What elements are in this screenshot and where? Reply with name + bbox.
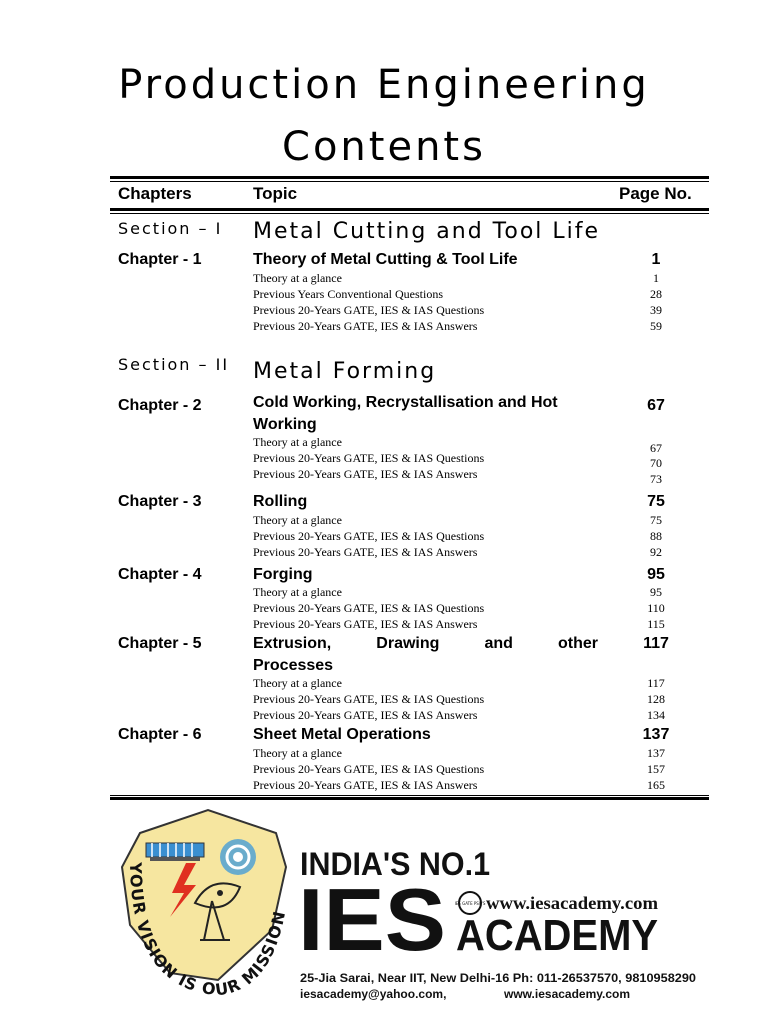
contents-item-page: 110	[647, 601, 665, 615]
header-top-rule-thin	[110, 181, 709, 182]
logo-website-2: www.iesacademy.com	[504, 987, 631, 1001]
chapter-title: Sheet Metal Operations	[253, 726, 431, 743]
contents-item-page: 28	[650, 287, 662, 301]
contents-item-page: 137	[647, 746, 665, 760]
contents-item-page: 134	[647, 708, 665, 722]
contents-item: Theory at a glance	[253, 676, 342, 690]
logo-name-second: ACADEMY	[456, 911, 658, 960]
ies-academy-logo	[100, 805, 720, 1015]
chapter-title-cont: Working	[253, 416, 317, 433]
contents-item-page: 59	[650, 319, 662, 333]
contents-item: Previous 20-Years GATE, IES & IAS Answers	[253, 617, 478, 631]
document-subtitle: Contents	[282, 124, 486, 170]
chapter-title: Extrusion, Drawing and other	[253, 635, 598, 652]
header-page-no: Page No.	[619, 184, 692, 203]
document-title: Production Engineering	[118, 62, 650, 108]
contents-item-page: 88	[650, 529, 662, 543]
chapter-page: 75	[647, 493, 665, 510]
contents-item: Theory at a glance	[253, 746, 342, 760]
chapter-label: Chapter - 5	[118, 635, 202, 652]
contents-item: Theory at a glance	[253, 513, 342, 527]
chapter-title: Theory of Metal Cutting & Tool Life	[253, 251, 518, 268]
chapter-label: Chapter - 6	[118, 726, 202, 743]
logo-name-large: IES	[298, 870, 446, 969]
contents-item: Previous 20-Years GATE, IES & IAS Answers	[253, 467, 478, 481]
contents-item: Previous 20-Years GATE, IES & IAS Answers	[253, 545, 478, 559]
contents-item: Theory at a glance	[253, 271, 342, 285]
contents-item-page: 128	[647, 692, 665, 706]
contents-item: Theory at a glance	[253, 585, 342, 599]
contents-item-page: 95	[650, 585, 662, 599]
contents-item: Theory at a glance	[253, 435, 342, 449]
contents-item-page: 39	[650, 303, 662, 317]
contents-item: Previous 20-Years GATE, IES & IAS Questions	[253, 529, 485, 543]
contents-item-page: 165	[647, 778, 665, 792]
header-topic: Topic	[253, 184, 298, 203]
contents-item: Previous 20-Years GATE, IES & IAS Questions	[253, 762, 485, 776]
chapter-page: 67	[647, 397, 665, 414]
chapter-label: Chapter - 4	[118, 566, 202, 583]
chapter-page: 95	[647, 566, 665, 583]
contents-item-page: 70	[650, 456, 662, 470]
contents-item: Previous 20-Years GATE, IES & IAS Questions	[253, 451, 485, 465]
chapter-title: Forging	[253, 566, 313, 583]
chapter-page: 137	[642, 726, 670, 743]
emblem-text: YOUR VISION IS OUR MISSION	[125, 862, 290, 1000]
chapter-label: Chapter - 2	[118, 397, 202, 414]
chapter-page: 1	[651, 251, 661, 268]
chapter-title-cont: Processes	[253, 657, 334, 674]
contents-item: Previous 20-Years GATE, IES & IAS Questions	[253, 692, 485, 706]
building-icon	[146, 843, 204, 861]
chapter-title: Rolling	[253, 493, 308, 510]
contents-item-page: 117	[647, 676, 665, 690]
section-title: Metal Forming	[253, 359, 437, 384]
chapter-title: Cold Working, Recrystallisation and Hot	[253, 394, 558, 411]
contents-item-page: 67	[650, 441, 662, 455]
contents-item: Previous Years Conventional Questions	[253, 287, 443, 301]
contents-item: Previous 20-Years GATE, IES & IAS Answers	[253, 708, 478, 722]
logo-website: www.iesacademy.com	[486, 893, 658, 913]
contents-item: Previous 20-Years GATE, IES & IAS Questions	[253, 601, 485, 615]
contents-item-page: 115	[647, 617, 665, 631]
badge-text: IES GATE PSU'S	[454, 901, 486, 906]
logo-tagline: INDIA'S NO.1	[300, 846, 490, 882]
contents-item: Previous 20-Years GATE, IES & IAS Questions	[253, 303, 485, 317]
chapter-page: 117	[643, 635, 669, 652]
gear-icon	[220, 839, 256, 875]
section-label: Section – I	[118, 219, 223, 238]
contents-item-page: 157	[647, 762, 665, 776]
contents-item-page: 92	[650, 545, 662, 559]
emblem-shield	[122, 810, 290, 999]
logo-email: iesacademy@yahoo.com,	[300, 987, 447, 1001]
chapter-label: Chapter - 3	[118, 493, 202, 510]
footer-rule-thin	[110, 795, 709, 796]
section-title: Metal Cutting and Tool Life	[253, 219, 601, 244]
header-top-rule	[110, 176, 709, 179]
section-label: Section – II	[118, 355, 230, 374]
header-bottom-rule	[110, 208, 709, 211]
contents-item: Previous 20-Years GATE, IES & IAS Answers	[253, 778, 478, 792]
contents-item-page: 1	[653, 271, 659, 285]
logo-address: 25-Jia Sarai, Near IIT, New Delhi-16 Ph: 011-26537570, 9810958290	[300, 971, 697, 985]
header-bottom-rule-thin	[110, 213, 709, 214]
contents-item-page: 73	[650, 472, 662, 486]
contents-item: Previous 20-Years GATE, IES & IAS Answers	[253, 319, 478, 333]
footer-rule	[110, 797, 709, 800]
contents-item-page: 75	[650, 513, 662, 527]
header-chapters: Chapters	[118, 184, 192, 203]
chapter-label: Chapter - 1	[118, 251, 202, 268]
